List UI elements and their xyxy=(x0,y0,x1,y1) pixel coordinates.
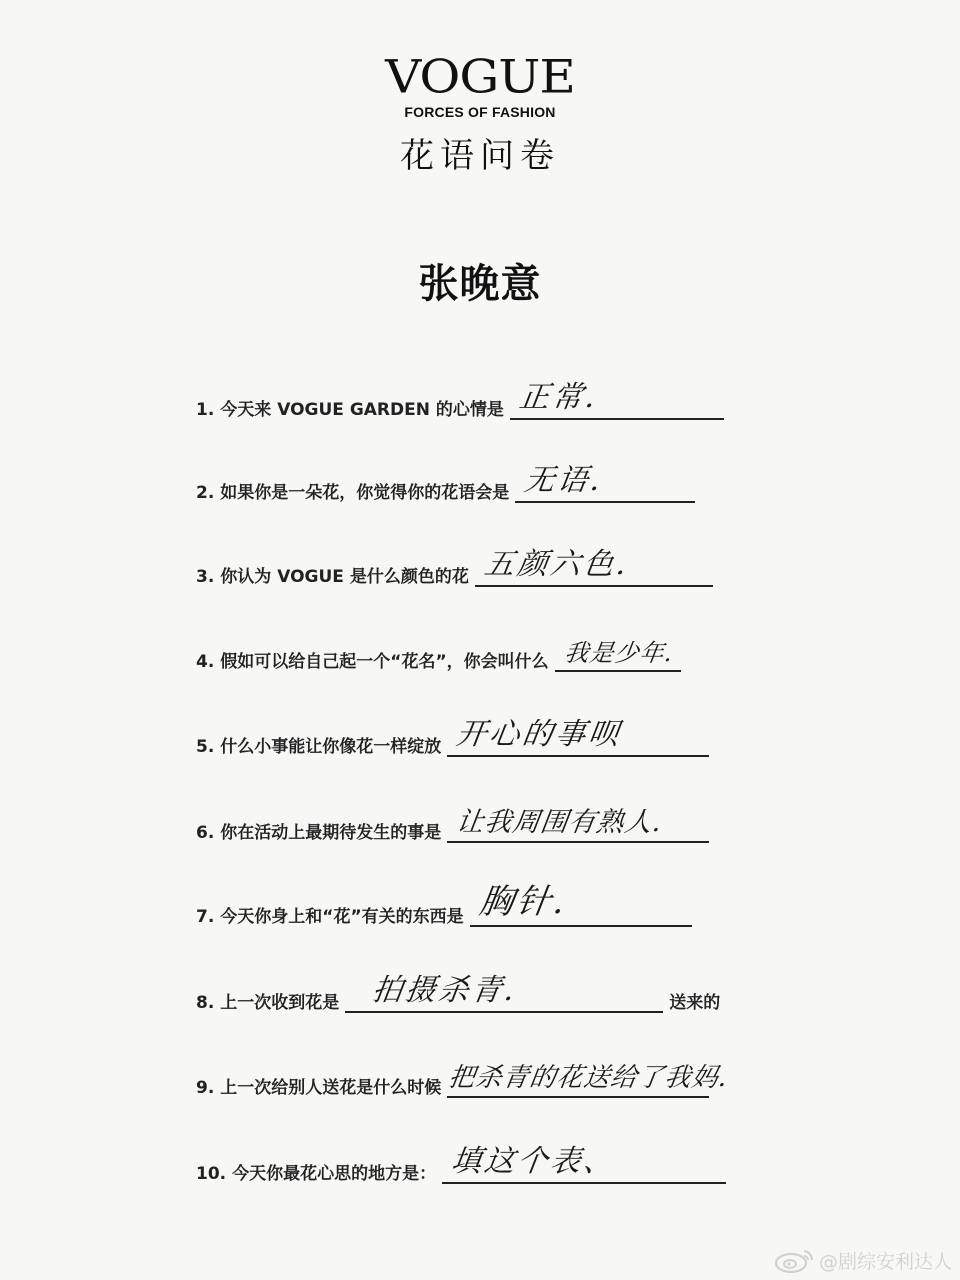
handwritten-answer: 开心的事呗 xyxy=(454,717,625,752)
question-label: 今天你最花心思的地方是： xyxy=(232,1164,437,1184)
question-9 xyxy=(196,1058,731,1098)
handwritten-answer: 拍摄杀青. xyxy=(370,973,520,1008)
respondent-name: 张晚意 xyxy=(418,261,542,307)
question-number: 6. xyxy=(196,823,215,843)
handwritten-answer: 把杀青的花送给了我妈. xyxy=(446,1063,731,1093)
vogue-logo: VOGUE xyxy=(385,50,575,104)
answer-line xyxy=(345,973,663,1013)
answer-line xyxy=(470,882,692,927)
question-3 xyxy=(196,547,713,587)
handwritten-answer: 正常. xyxy=(516,380,601,415)
weibo-watermark xyxy=(773,1246,952,1274)
handwritten-answer: 我是少年. xyxy=(562,639,675,667)
question-number: 2. xyxy=(196,483,215,503)
question-label: 今天你身上和“花”有关的东西是 xyxy=(220,907,464,927)
question-label: 假如可以给自己起一个“花名”，你会叫什么 xyxy=(220,652,549,672)
question-8 xyxy=(196,973,720,1013)
answer-line xyxy=(510,380,724,420)
question-6 xyxy=(196,803,709,843)
question-number: 5. xyxy=(196,737,215,757)
answer-line xyxy=(447,803,709,843)
watermark-text: @剧综安利达人 xyxy=(818,1250,952,1273)
question-4 xyxy=(196,632,681,672)
weibo-logo-icon xyxy=(773,1246,817,1274)
question-label: 你在活动上最期待发生的事是 xyxy=(220,823,442,843)
question-number: 1. xyxy=(196,400,215,420)
question-1 xyxy=(196,380,724,420)
handwritten-answer: 让我周围有熟人. xyxy=(454,807,665,838)
answer-line xyxy=(475,547,713,587)
question-number: 8. xyxy=(196,993,215,1013)
handwritten-answer: 五颜六色. xyxy=(481,547,632,582)
masthead xyxy=(0,52,960,177)
question-number: 10. xyxy=(196,1164,227,1184)
question-number: 4. xyxy=(196,652,215,672)
answer-line xyxy=(555,632,681,672)
question-label: 如果你是一朵花，你觉得你的花语会是 xyxy=(220,483,510,503)
question-label: 上一次收到花是 xyxy=(220,993,340,1013)
answer-line xyxy=(446,1058,731,1098)
handwritten-answer: 无语. xyxy=(522,463,606,498)
question-label: 上一次给别人送花是什么时候 xyxy=(220,1078,442,1098)
question-label: 你认为 VOGUE 是什么颜色的花 xyxy=(220,567,469,587)
handwritten-answer: 胸针. xyxy=(476,882,570,922)
question-suffix: 送来的 xyxy=(669,993,721,1013)
question-number: 7. xyxy=(196,907,215,927)
answer-line xyxy=(447,717,709,757)
answer-line xyxy=(515,463,695,503)
question-label: 今天来 VOGUE GARDEN 的心情是 xyxy=(220,400,504,420)
question-number: 3. xyxy=(196,567,215,587)
masthead-tagline: FORCES OF FASHION xyxy=(404,104,556,120)
question-7 xyxy=(196,882,692,927)
question-5 xyxy=(196,717,709,757)
question-10 xyxy=(196,1144,726,1184)
question-2 xyxy=(196,463,695,503)
answer-line xyxy=(442,1144,726,1184)
handwritten-answer: 填这个表、 xyxy=(449,1144,620,1179)
question-label: 什么小事能让你像花一样绽放 xyxy=(220,737,442,757)
question-number: 9. xyxy=(196,1078,215,1098)
survey-title: 花语问卷 xyxy=(400,136,560,176)
